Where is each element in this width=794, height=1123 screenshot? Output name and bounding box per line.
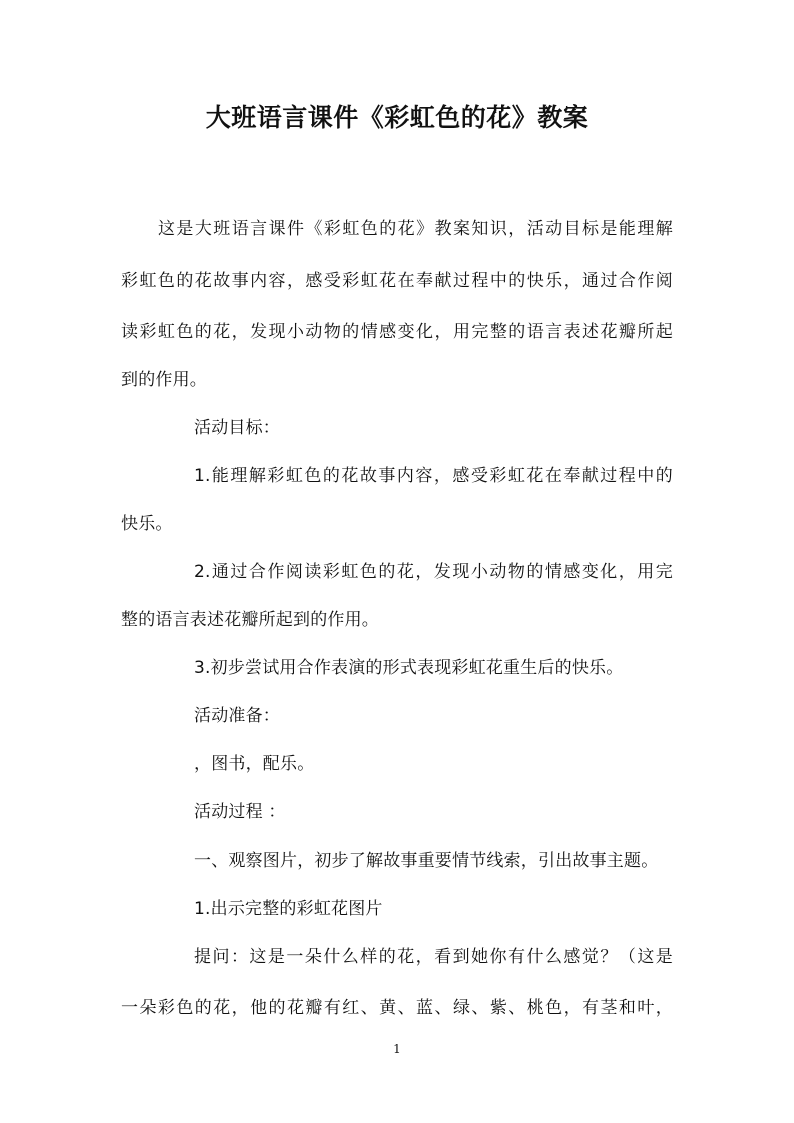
- section-heading: 活动准备：: [194, 706, 280, 726]
- paragraph-line: 一、观察图片，初步了解故事重要情节线索，引出故事主题。: [194, 851, 659, 871]
- paragraph-line: 一朵彩色的花，他的花瓣有红、黄、蓝、绿、紫、桃色，有茎和叶，: [121, 998, 673, 1018]
- paragraph-line: 读彩虹色的花，发现小动物的情感变化，用完整的语言表述花瓣所起: [121, 322, 673, 342]
- list-item-line: 1.出示完整的彩虹花图片: [194, 899, 383, 919]
- paragraph-line: 彩虹色的花故事内容，感受彩虹花在奉献过程中的快乐，通过合作阅: [121, 271, 673, 291]
- page-number: 1: [393, 1042, 401, 1056]
- paragraph-line: 提问：这是一朵什么样的花，看到她你有什么感觉？（这是: [194, 947, 673, 967]
- paragraph-line: 这是大班语言课件《彩虹色的花》教案知识，活动目标是能理解: [158, 219, 673, 239]
- list-item-line: 3.初步尝试用合作表演的形式表现彩虹花重生后的快乐。: [194, 658, 624, 678]
- list-item-line: 1.能理解彩虹色的花故事内容，感受彩虹花在奉献过程中的: [194, 466, 673, 486]
- list-item-line: 快乐。: [121, 514, 173, 534]
- paragraph-line: ，图书，配乐。: [194, 754, 315, 774]
- paragraph-line: 到的作用。: [121, 370, 207, 390]
- list-item-line: 整的语言表述花瓣所起到的作用。: [121, 610, 379, 630]
- list-item-line: 2.通过合作阅读彩虹色的花，发现小动物的情感变化，用完: [194, 562, 673, 582]
- document-title: 大班语言课件《彩虹色的花》教案: [205, 103, 589, 132]
- section-heading: 活动目标：: [194, 418, 280, 438]
- section-heading: 活动过程 ：: [194, 802, 286, 822]
